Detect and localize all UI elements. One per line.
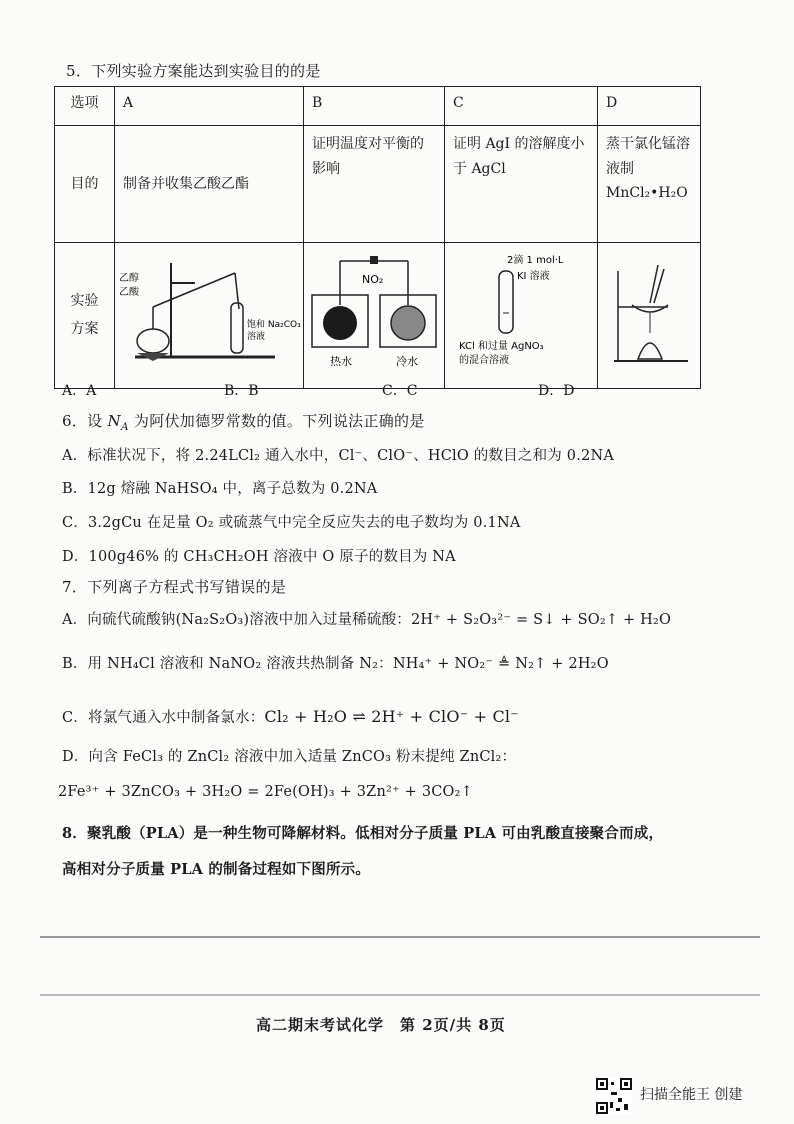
b-gas-label: NO₂ [362,273,384,286]
q6-stem-post: 为阿伏加德罗常数的值。下列说法正确的是 [128,412,425,430]
q5-stem: 5．下列实验方案能达到实验目的的是 [66,62,321,80]
q5-table [54,86,701,389]
q8-line1: 8．聚乳酸（PLA）是一种生物可降解材料。低相对分子质量 PLA 可由乳酸直接聚合而成， [62,825,664,842]
q5-answer-a[interactable]: A．A [62,383,97,399]
c-drop2-label: KI 溶液 [517,271,550,282]
purpose-label: 目的 [55,126,115,243]
q8-line2: 高相对分子质量 PLA 的制备过程如下图所示。 [62,861,371,878]
option-c-purpose: 证明 AgI 的溶解度小于 AgCl [445,126,598,243]
q7-option-c-text: C．将氯气通入水中制备氯水： [62,710,265,726]
evaporation-apparatus-diagram [598,243,700,379]
watermark: 扫描全能王 创建 [640,1087,743,1103]
scheme-label [55,243,115,389]
c-mix1-label: KCl 和过量 AgNO₃ [459,341,544,352]
q5-answer-c[interactable]: C．C [382,383,418,399]
option-c-diagram [445,243,598,389]
option-b-diagram [304,243,445,389]
scan-line [40,936,760,938]
page-footer: 高二期末考试化学 第 2页/共 8页 [256,1016,506,1034]
q6-option-b[interactable]: B．12g 熔融 NaHSO₄ 中，离子总数为 0.2NA [62,481,378,497]
q6-option-d[interactable]: D．100g46% 的 CH₃CH₂OH 溶液中 O 原子的数目为 NA [62,549,456,565]
q5-answer-b[interactable]: B．B [224,383,259,399]
c-drop1-label: 2滴 1 mol·L [507,255,564,266]
option-c-letter: C [445,87,598,126]
q6-stem [62,410,425,433]
test-tube-diagram [445,243,597,379]
c-mix2-label: 的混合溶液 [459,355,509,366]
q7-option-b[interactable] [62,652,609,673]
q6-option-a[interactable]: A．标准状况下，将 2.24LCl₂ 通入水中，Cl⁻、ClO⁻、HClO 的数目之和为 0.2NA [62,448,615,464]
b-right-label: 冷水 [396,355,418,368]
q7-stem: 7．下列离子方程式书写错误的是 [62,578,287,596]
scheme-label-line1: 实验 [70,293,99,310]
q7-option-b-text: B．用 NH₄Cl 溶液和 NaNO₂ 溶液共热制备 N₂： [62,656,393,672]
qr-code-icon [596,1078,632,1114]
header-label: 选项 [55,87,115,126]
option-a-letter: A [115,87,304,126]
q6-option-c[interactable]: C．3.2gCu 在足量 O₂ 或硫蒸气中完全反应失去的电子数均为 0.1NA [62,515,521,531]
q7-option-a-equation: 2H⁺ + S₂O₃²⁻ = S↓ + SO₂↑ + H₂O [410,612,672,628]
option-d-letter: D [598,87,701,126]
q7-option-c[interactable] [62,706,519,727]
option-b-letter: B [304,87,445,126]
option-b-purpose: 证明温度对平衡的影响 [304,126,445,243]
a-reagent2-label: 乙酸 [119,287,139,298]
q7-option-d-equation: 2Fe³⁺ + 3ZnCO₃ + 3H₂O = 2Fe(OH)₃ + 3Zn²⁺ + 3CO₂↑ [58,784,473,800]
scheme-label-line2: 方案 [70,321,99,338]
option-d-purpose: 蒸干氯化锰溶液制 MnCl₂•H₂O [598,126,701,243]
option-d-diagram [598,243,701,389]
distillation-apparatus-diagram [115,243,303,379]
q7-option-b-equation: NH₄⁺ + NO₂⁻ ≜ N₂↑ + 2H₂O [392,656,609,672]
q7-option-c-equation: Cl₂ + H₂O ⇌ 2H⁺ + ClO⁻ + Cl⁻ [264,707,519,726]
no2-flasks-diagram [304,243,444,379]
a-collector2-label: 溶液 [247,332,266,342]
option-a-diagram [115,243,304,389]
q6-stem-sub: A [120,421,129,433]
q6-stem-na: N [107,412,121,430]
q7-option-d[interactable]: D．向含 FeCl₃ 的 ZnCl₂ 溶液中加入适量 ZnCO₃ 粉末提纯 ZnCl₂： [62,749,517,765]
q6-stem-pre: 6．设 [62,412,108,430]
option-a-purpose: 制备并收集乙酸乙酯 [115,126,304,243]
scan-line [40,994,760,996]
q7-option-a-text: A．向硫代硫酸钠(Na₂S₂O₃)溶液中加入过量稀硫酸： [62,612,411,628]
b-left-label: 热水 [330,355,352,368]
q5-answer-d[interactable]: D．D [538,383,575,399]
a-reagent1-label: 乙醇 [119,273,139,284]
q7-option-a[interactable] [62,608,671,629]
a-collector1-label: 饱和 Na₂CO₃ [247,320,301,330]
